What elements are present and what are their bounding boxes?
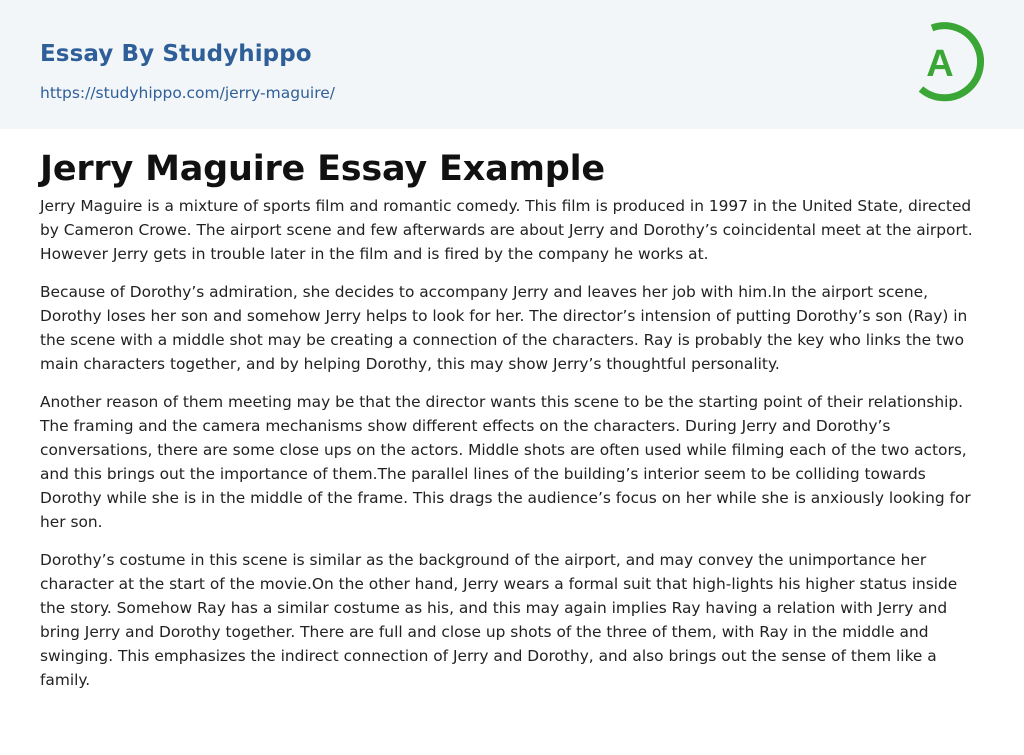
paragraph-1: Jerry Maguire is a mixture of sports film and romantic comedy. This film is produced in 1997 in the United State, directed by Cameron Crowe. The airport scene and few afterwards are about Jerry and Dorothy’s coincidental meet at the airport. However Jerry gets in trouble later in the film and is fired by the company he works at. [40, 197, 973, 263]
article [0, 147, 1024, 692]
paragraph-4: Dorothy’s costume in this scene is similar as the background of the airport, and may convey the unimportance her character at the start of the movie.On the other hand, Jerry wears a formal suit that high-lights his higher status inside the story. Somehow Ray has a similar costume as his, and this may again implies Ray having a relation with Jerry and bring Jerry and Dorothy together. There are full and close up shots of the three of them, with Ray in the middle and swinging. This emphasizes the indirect connection of Jerry and Dorothy, and also brings out the sense of them like a family. [40, 551, 958, 689]
paragraph-2: Because of Dorothy’s admiration, she decides to accompany Jerry and leaves her job with him.In the airport scene, Dorothy loses her son and somehow Jerry helps to look for her. The director’s intension of putting Dorothy’s son (Ray) in the scene with a middle shot may be creating a connection of the characters. Ray is probably the key who links the two main characters together, and by helping Dorothy, this may show Jerry’s thoughtful personality. [40, 283, 968, 373]
source-url-link[interactable]: https://studyhippo.com/jerry-maguire/ [40, 84, 335, 102]
site-brand[interactable]: Essay By Studyhippo [40, 41, 312, 67]
studyhippo-logo-icon[interactable] [912, 19, 986, 105]
paragraph-3: Another reason of them meeting may be that the director wants this scene to be the starting point of their relationship. The framing and the camera mechanisms show different effects on the characters. During Jerry and Dorothy’s conversations, there are some close ups on the actors. Middle shots are often used while filming each of the two actors, and this brings out the importance of them.The parallel lines of the building’s interior seem to be colliding towards Dorothy while she is in the middle of the frame. This drags the audience’s focus on her while she is anxiously looking for her son. [40, 393, 971, 531]
logo-letter: A [926, 43, 954, 85]
site-header [0, 0, 1024, 129]
page-title: Jerry Maguire Essay Example [40, 149, 605, 189]
